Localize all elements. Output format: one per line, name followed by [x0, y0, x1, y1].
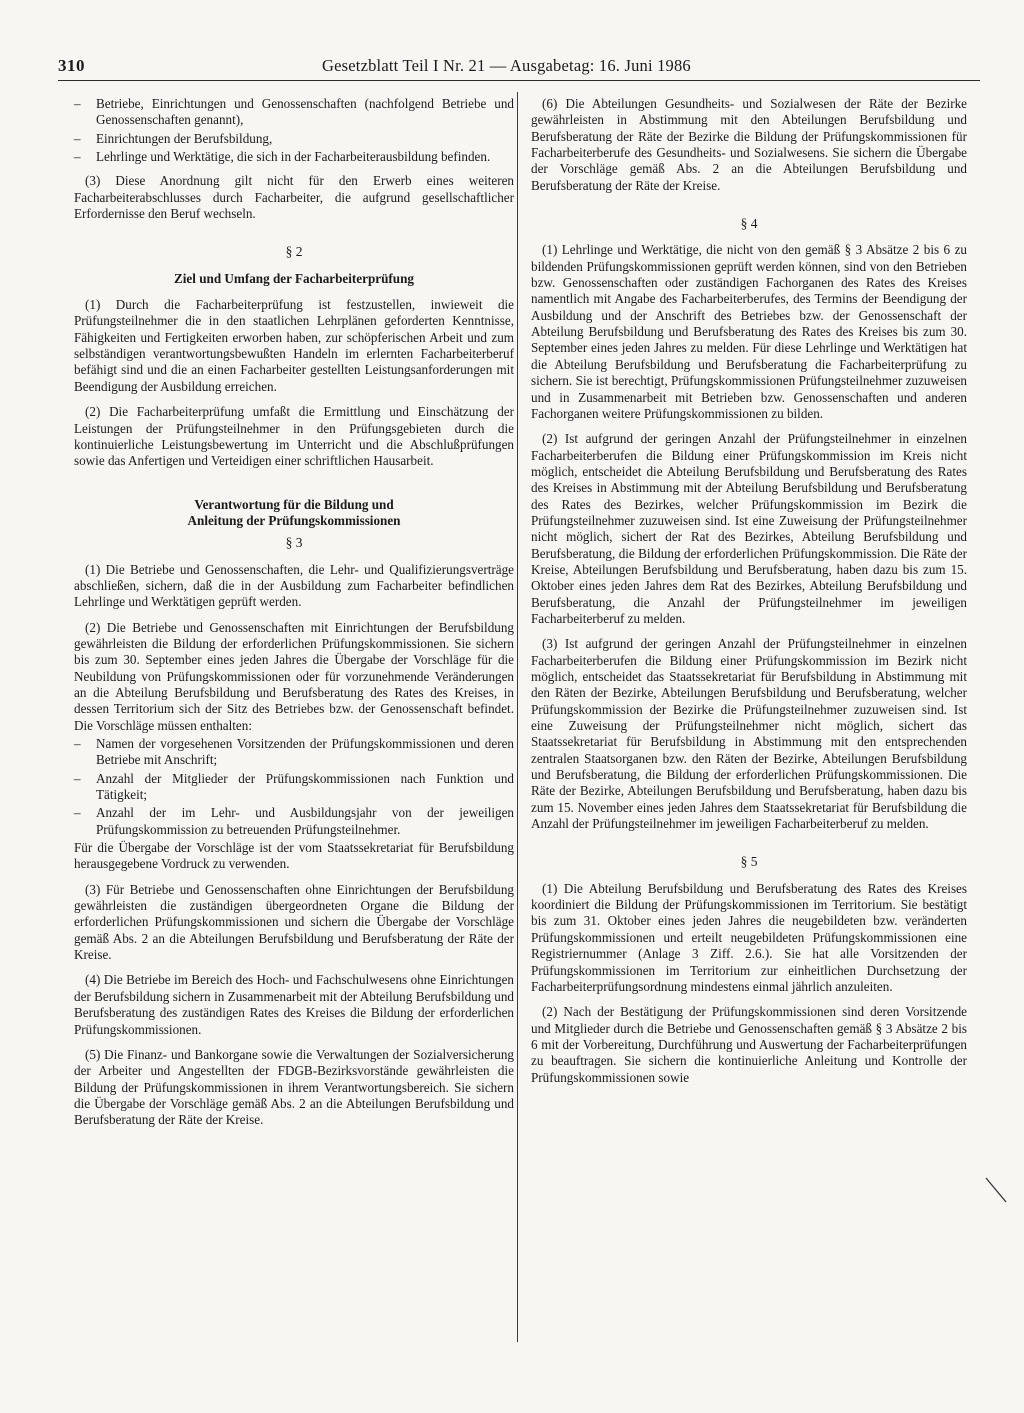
paragraph-s3-4: (4) Die Betriebe im Bereich des Hoch- und Fachschulwesens ohne Einrichtungen der Berufsbildung sichern in Zusammenarbeit mit der Abteilung Berufsbildung und Berufsberatung des zuständigen Rates des Kreises die Bildung der erforderlichen Prüfungskommissionen.: [74, 972, 514, 1037]
dash-marker: –: [74, 805, 81, 821]
list-item: [74, 805, 514, 838]
heading-line: Anleitung der Prüfungskommissionen: [187, 512, 401, 528]
intro-list: [74, 96, 514, 165]
list-item-text: Anzahl der Mitglieder der Prüfungskommissionen nach Funktion und Tätigkeit;: [96, 770, 514, 803]
right-column: [531, 96, 967, 1095]
dash-marker: –: [74, 130, 81, 146]
section-heading-3: [74, 497, 514, 530]
heading-line: Verantwortung für die Bildung und: [194, 496, 394, 512]
list-item-text: Namen der vorgesehenen Vorsitzenden der Prüfungskommissionen und deren Betriebe mit Anschrift;: [96, 736, 514, 768]
running-title: Gesetzblatt Teil I Nr. 21 — Ausgabetag: 16. Juni 1986: [322, 56, 691, 75]
page-header: [58, 52, 978, 80]
paragraph-s4-3: (3) Ist aufgrund der geringen Anzahl der Prüfungsteilnehmer in einzelnen Facharbeiterberufen die Bildung einer Prüfungskommission im Bezirk nicht möglich, entscheidet das Staatssekretariat für Berufsbildung in Abstimmung mit den Räten der Bezirke, Abteilungen Berufsbildung und Berufsberatung, welcher Prüfungskommission der Bezirke die Prüfungsteilnehmer zuzuweisen sind. Ist eine Zuweisung der Prüfungsteilnehmer nicht möglich, sichert das Staatssekretariat für Berufsbildung in Abstimmung mit den entsprechenden zentralen Staatsorganen bzw. den Räten der Bezirke, Abteilungen Berufsbildung und Berufsberatung, die Bildung der erforderlichen Prüfungskommissionen. Die Räte der Bezirke, Abteilungen Berufsbildung und Berufsberatung, haben dazu bis zum 15. November eines jeden Jahres dem Staatssekretariat für Berufsbildung die Anzahl der Prüfungsteilnehmer im jeweiligen Facharbeiterberuf zu melden.: [531, 636, 967, 832]
left-column: [74, 96, 514, 1138]
paragraph-s2-2: (2) Die Facharbeiterprüfung umfaßt die Ermittlung und Einschätzung der Leistungen der Prüfungsteilnehmer in den Prüfungsgebieten durch die kontinuierliche Leistungsbewertung im Unterricht und die Abschlußprüfungen sowie das Anfertigen und Verteidigen einer schriftlichen Hausarbeit.: [74, 404, 514, 469]
list-item-text: Anzahl der im Lehr- und Ausbildungsjahr von der jeweiligen Prüfungskommission zu betreuenden Prüfungsteilnehmer.: [96, 805, 514, 837]
header-rule: [58, 80, 980, 81]
list-item-text: Lehrlinge und Werktätige, die sich in der Facharbeiterausbildung befinden.: [96, 149, 491, 165]
page-number: 310: [58, 56, 85, 75]
list-item: [74, 771, 514, 804]
paragraph-s3-2-tail: Für die Übergabe der Vorschläge ist der vom Staatssekretariat für Berufsbildung herausgegebene Vordruck zu verwenden.: [74, 840, 514, 872]
dash-marker: –: [74, 149, 81, 165]
paragraph-s5-1: (1) Die Abteilung Berufsbildung und Berufsberatung des Rates des Kreises koordiniert die Bildung der Prüfungskommissionen im Territorium. Sie bestätigt bis zum 31. Oktober eines jeden Jahres die neugebildeten bzw. veränderten Prüfungskommissionen und erteilt neugebildeten Prüfungskommissionen eine Registriernummer (Anlage 3 Ziff. 2.6.). Sie hat alle Vorsitzenden der Prüfungskommissionen im Territorium zur einheitlichen Durchsetzung der Facharbeiterprüfungsordnung mindestens einmal jährlich anzuleiten.: [531, 880, 967, 994]
section-sign-4: § 4: [740, 216, 758, 232]
paragraph-s4-1: (1) Lehrlinge und Werktätige, die nicht von den gemäß § 3 Absätze 2 bis 6 zu bildenden Prüfungskommissionen geprüft werden können, sind von den Betrieben bzw. Genossenschaften oder zuständigen Fachorganen des Rates des Kreises namentlich mit Angabe des Facharbeiterberufes, des Termins der Beendigung der Ausbildung und der Anschrift des Betriebes bzw. der Genossenschaft der Abteilung Berufsbildung und Berufsberatung des Rates des Kreises bis zum 30. September eines jeden Jahres zu melden. Für diese Lehrlinge und Werktätigen hat die Abteilung Berufsbildung und Berufsberatung die Facharbeiterprüfung zu sichern. Sie ist berechtigt, Prüfungskommissionen Prüfungsteilnehmer zuzuweisen und in Zusammenarbeit mit Betrieben bzw. Genossenschaften und anderen Fachorganen weitere Prüfungskommissionen zu bilden.: [531, 242, 967, 421]
dash-marker: –: [74, 96, 81, 111]
paragraph-s4-2: (2) Ist aufgrund der geringen Anzahl der Prüfungsteilnehmer in einzelnen Facharbeiterberufen die Bildung einer Prüfungskommission im Kreis nicht möglich, entscheidet die Abteilung Berufsbildung und Berufsberatung des Rates des Kreises in Abstimmung mit der Abteilung Berufsbildung und Berufsberatung des Rates des Bezirkes, welcher Prüfungskommission im Bezirk die Prüfungsteilnehmer zuzuweisen sind. Ist eine Zuweisung der Prüfungsteilnehmer nicht möglich, sichert der Rat des Bezirkes, Abteilung Berufsbildung und Berufsberatung, die Bildung der erforderlichen Prüfungskommission. Die Räte der Kreise, Abteilungen Berufsbildung und Berufsberatung, haben dazu bis zum 15. Oktober eines jeden Jahres dem Rat des Bezirkes, Abteilung Berufsbildung und Berufsberatung, die Anzahl der Prüfungsteilnehmer im jeweiligen Facharbeiterberuf zu melden.: [531, 431, 967, 626]
paragraph-s3-1: (1) Die Betriebe und Genossenschaften, die Lehr- und Qualifizierungsverträge abschließen, sichern, daß die in der Ausbildung zum Facharbeiter befindlichen Lehrlinge und Werktätigen geprüft werden.: [74, 561, 514, 610]
list-item: [74, 131, 514, 147]
paragraph-s1-3: (3) Diese Anordnung gilt nicht für den Erwerb eines weiteren Facharbeiterabschlusses durch Facharbeiter, die aufgrund gesellschaftlicher Erfordernisse den Beruf wechseln.: [74, 173, 514, 222]
section-sign-5: § 5: [740, 854, 758, 870]
list-item: [74, 149, 514, 165]
proposal-contents-list: [74, 736, 514, 838]
paragraph-s3-3: (3) Für Betriebe und Genossenschaften ohne Einrichtungen der Berufsbildung gewährleisten die zuständigen übergeordneten Organe die Bildung der erforderlichen Prüfungskommissionen und sichern die Übergabe der Vorschläge gemäß Abs. 2 an die Abteilungen Berufsbildung und Berufsberatung der Räte der Kreise.: [74, 881, 514, 963]
paragraph-s3-6: (6) Die Abteilungen Gesundheits- und Sozialwesen der Räte der Bezirke gewährleisten in Abstimmung mit den Abteilungen Berufsbildung und Berufsberatung der Räte der Bezirke die Bildung der Prüfungskommissionen für Facharbeiterberufe des Gesundheits- und Sozialwesens. Sie sichern die Übergabe der Vorschläge gemäß Abs. 2 an die Abteilungen Berufsbildung und Berufsberatung der Räte der Kreise.: [531, 96, 967, 193]
dash-marker: –: [74, 736, 81, 751]
paragraph-s2-1: (1) Durch die Facharbeiterprüfung ist festzustellen, inwieweit die Prüfungsteilnehmer die in den staatlichen Lehrplänen geforderten Kenntnisse, Fähigkeiten und Fertigkeiten erworben haben, zur schöpferischen Arbeit und zum selbständigen verantwortungsbewußten Handeln im erlernten Facharbeiterberuf befähigt sind und die an einen Facharbeiter gestellten Leistungsanforderungen mit Beendigung der Ausbildung erreichen.: [74, 297, 514, 394]
section-heading-2: Ziel und Umfang der Facharbeiterprüfung: [174, 270, 414, 286]
margin-pencil-mark: [984, 1176, 1008, 1206]
dash-marker: –: [74, 770, 81, 786]
list-item: [74, 736, 514, 769]
section-sign-3: § 3: [285, 535, 303, 551]
paragraph-s3-5: (5) Die Finanz- und Bankorgane sowie die Verwaltungen der Sozialversicherung der Arbeiter und Angestellten der FDGB-Bezirksvorstände gewährleisten die Bildung der Prüfungskommissionen in ihrem Verantwortungsbereich. Sie sichern die Übergabe der Vorschläge gemäß Abs. 2 an die Abteilungen Berufsbildung und Berufsberatung der Räte der Kreise.: [74, 1046, 514, 1128]
list-item-text: Betriebe, Einrichtungen und Genossenschaften (nachfolgend Betriebe und Genossenschaften genannt),: [96, 96, 514, 128]
list-item-text: Einrichtungen der Berufsbildung,: [96, 130, 273, 146]
paragraph-s3-2: (2) Die Betriebe und Genossenschaften mit Einrichtungen der Berufsbildung gewährleisten die Bildung der erforderlichen Prüfungskommissionen. Sie sichern bis zum 30. September eines jeden Jahres die Übergabe der Vorschläge für die Neubildung von Prüfungskommissionen oder für vorzunehmende Veränderungen an die Abteilung Berufsbildung und Berufsberatung des Rates des Kreises, in dessen Territorium sich der Sitz des Betriebes bzw. der Genossenschaft befindet. Die Vorschläge müssen enthalten:: [74, 619, 514, 733]
column-divider: [517, 92, 518, 1342]
section-sign-2: § 2: [285, 244, 303, 260]
spacer: [74, 479, 514, 497]
list-item: [74, 96, 514, 129]
paragraph-s5-2: (2) Nach der Bestätigung der Prüfungskommissionen sind deren Vorsitzende und Mitglieder durch die Betriebe und Genossenschaften gemäß § 3 Absätze 2 bis 6 mit der Vorbereitung, Durchführung und Auswertung der Facharbeiterprüfungen zu beauftragen. Sie sichern die kontinuierliche Anleitung und Kontrolle der Prüfungskommissionen sowie: [531, 1004, 967, 1085]
